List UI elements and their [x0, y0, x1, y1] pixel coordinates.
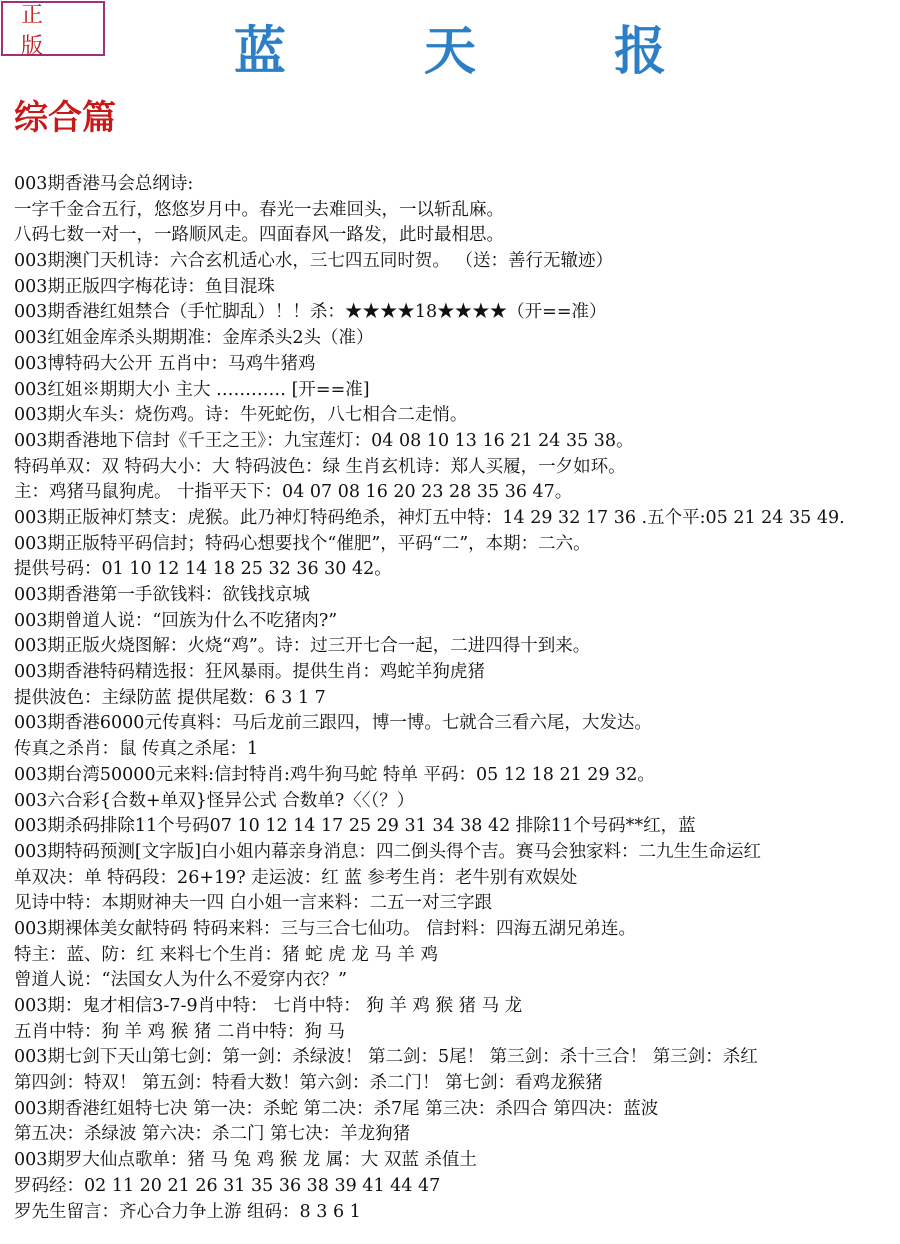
page-title: 蓝 天 报 — [233, 21, 727, 82]
section-title: 综合篇 — [14, 98, 116, 138]
text-line: 003期曾道人说：“回族为什么不吃猪肉?” — [14, 610, 338, 631]
text-line: 003红姐金库杀头期期准：金库杀头2头（准） — [14, 328, 374, 349]
text-line: 003期香港特码精选报：狂风暴雨。提供生肖：鸡蛇羊狗虎猪 — [14, 662, 485, 683]
text-line: 003期台湾50000元来料:信封特肖:鸡牛狗马蛇 特单 平码：05 12 18 21 29 32。 — [14, 764, 655, 785]
text-line: 003期正版火烧图解：火烧“鸡”。诗：过三开七合一起，二进四得十到来。 — [14, 636, 591, 657]
text-line: 第五决：杀绿波 第六决：杀二门 第七决：羊龙狗猪 — [14, 1124, 411, 1145]
text-line: 003博特码大公开 五肖中：马鸡牛猪鸡 — [14, 353, 316, 374]
text-line: 003红姐※期期大小 主大 ………… [开==准] — [14, 379, 370, 400]
text-line: 一字千金合五行，悠悠岁月中。春光一去难回头，一以斩乱麻。 — [14, 199, 504, 220]
text-line: 003期澳门天机诗：六合玄机适心水，三七四五同时贺。 （送：善行无辙迹） — [14, 251, 613, 272]
content-body — [14, 172, 890, 1225]
text-line: 主：鸡猪马鼠狗虎。 十指平天下：04 07 08 16 20 23 28 35 36 47。 — [14, 482, 573, 503]
text-line: 第四剑：特双！ 第五剑：特看大数！第六剑：杀二门！ 第七剑：看鸡龙猴猪 — [14, 1073, 603, 1094]
text-line: 003期火车头：烧伤鸡。诗：牛死蛇伤，八七相合二走悄。 — [14, 405, 468, 426]
text-line: 八码七数一对一，一路顺风走。四面春风一路发，此时最相思。 — [14, 225, 504, 246]
text-line: 003期裸体美女献特码 特码来料：三与三合七仙功。 信封料：四海五湖兄弟连。 — [14, 918, 637, 939]
text-line: 提供号码：01 10 12 14 18 25 32 36 30 42。 — [14, 559, 392, 580]
text-line: 003期七剑下天山第七剑：第一剑：杀绿波！ 第二剑：5尾！ 第三剑：杀十三合！ 第三剑：杀红 — [14, 1047, 758, 1068]
text-line: 003期香港第一手欲钱料：欲钱找京城 — [14, 585, 310, 605]
text-line: 003期香港红姐特七决 第一决：杀蛇 第二决：杀7尾 第三决：杀四合 第四决：蓝波 — [14, 1098, 659, 1119]
text-line: 003期：鬼才相信3-7-9肖中特： 七肖中特： 狗 羊 鸡 猴 猪 马 龙 — [14, 996, 523, 1016]
text-line: 特码单双：双 特码大小：大 特码波色：绿 生肖玄机诗：郑人买履，一夕如环。 — [14, 456, 626, 477]
text-line: 003六合彩{合数+单双}怪异公式 合数单?〈〈（？） — [14, 790, 415, 811]
text-line: 003期正版四字梅花诗：鱼目混珠 — [14, 276, 275, 297]
text-line: 003期正版神灯禁支：虎猴。此乃神灯特码绝杀，神灯五中特：14 29 32 17 36 .五个平:05 21 24 35 49. — [14, 507, 845, 528]
text-line: 罗先生留言：齐心合力争上游 组码：8 3 6 1 — [14, 1201, 361, 1222]
text-line: 003期杀码排除11个号码07 10 12 14 17 25 29 31 34 38 42 排除11个号码**红，蓝 — [14, 816, 696, 837]
text-line: 003期香港地下信封《千王之王》：九宝莲灯：04 08 10 13 16 21 24 35 38。 — [14, 430, 634, 451]
text-line: 罗码经：02 11 20 21 26 31 35 36 38 39 41 44 47 — [14, 1175, 441, 1196]
text-line: 003期特码预测[文字版]白小姐内幕亲身消息：四二倒头得个吉。赛马会独家料：二九生生命运红 — [14, 841, 762, 862]
text-line: 003期香港红姐禁合（手忙脚乱）！！杀：★★★★18★★★★（开==准） — [14, 302, 607, 323]
text-line: 003期香港马会总纲诗: — [14, 174, 194, 194]
text-line: 003期罗大仙点歌单：猪 马 兔 鸡 猴 龙 属：大 双蓝 杀值土 — [14, 1150, 477, 1171]
text-line: 单双决：单 特码段：26+19? 走运波：红 蓝 参考生肖：老牛别有欢娱处 — [14, 867, 578, 888]
text-line: 五肖中特：狗 羊 鸡 猴 猪 二肖中特：狗 马 — [14, 1021, 345, 1042]
text-line: 提供波色：主绿防蓝 提供尾数：6 3 1 7 — [14, 687, 326, 708]
text-line: 传真之杀肖：鼠 传真之杀尾：1 — [14, 739, 259, 760]
edition-badge: 正 版 — [1, 1, 105, 56]
text-line: 见诗中特：本期财神夫一四 白小姐一言来料：二五一对三字跟 — [14, 893, 493, 914]
text-line: 特主：蓝、防：红 来料七个生肖：猪 蛇 虎 龙 马 羊 鸡 — [14, 944, 438, 965]
text-line: 003期香港6000元传真料：马后龙前三跟四，博一博。七就合三看六尾，大发达。 — [14, 713, 652, 734]
text-line: 曾道人说：“法国女人为什么不爱穿内衣？” — [14, 970, 347, 991]
text-line: 003期正版特平码信封；特码心想要找个“催肥”，平码“二”，本期：二六。 — [14, 533, 591, 554]
